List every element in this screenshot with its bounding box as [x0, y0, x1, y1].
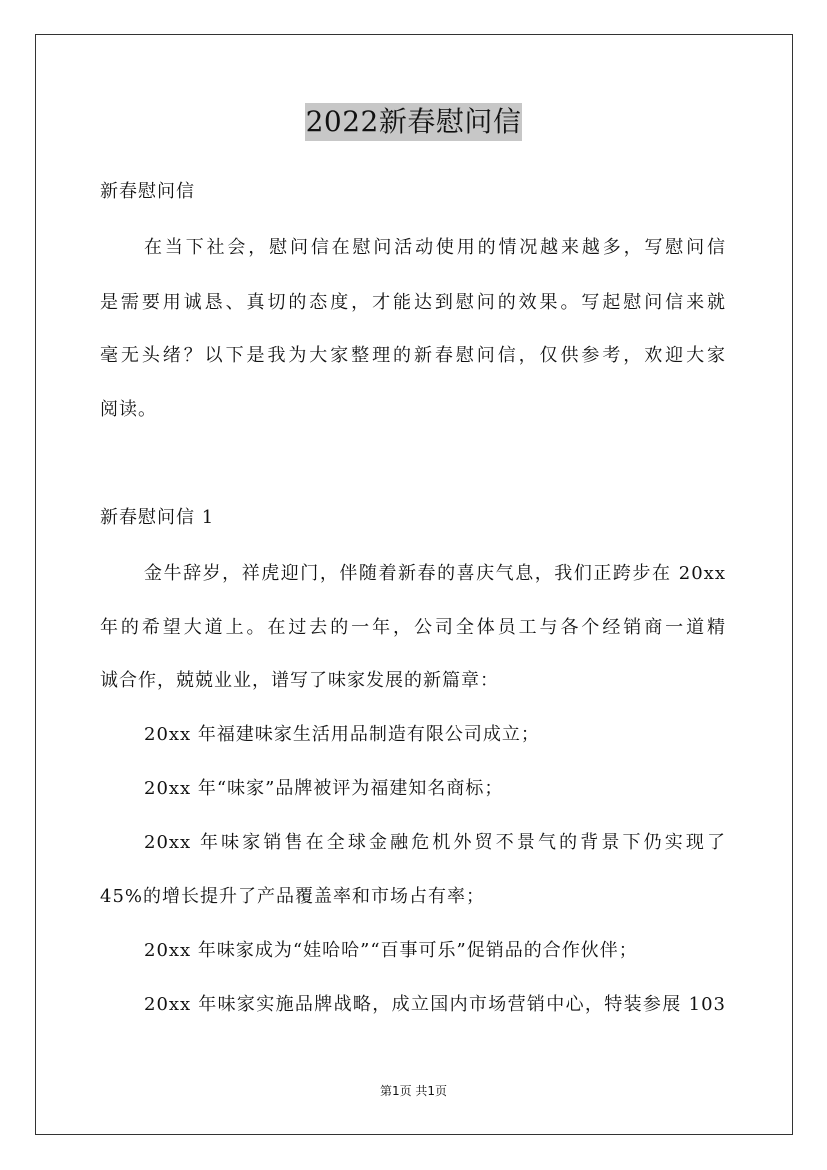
- section-heading: 新春慰问信: [100, 181, 195, 202]
- title-container: [0, 103, 827, 141]
- body-line-1: 金牛辞岁，祥虎迎门，伴随着新春的喜庆气息，我们正跨步在 20xx: [144, 563, 726, 584]
- intro-line-4: 阅读。: [100, 399, 157, 420]
- milestone-line-1: 20xx 年福建味家生活用品制造有限公司成立；: [144, 724, 540, 745]
- intro-line-2: 是需要用诚恳、真切的态度，才能达到慰问的效果。写起慰问信来就: [100, 292, 726, 313]
- intro-line-3: 毫无头绪？以下是我为大家整理的新春慰问信，仅供参考，欢迎大家: [100, 345, 726, 366]
- intro-line-1: 在当下社会，慰问信在慰问活动使用的情况越来越多，写慰问信: [144, 237, 726, 258]
- milestone-line-2: 20xx 年“味家”品牌被评为福建知名商标；: [144, 778, 504, 799]
- milestone-line-5: 20xx 年味家实施品牌战略，成立国内市场营销中心，特装参展 103: [144, 994, 726, 1015]
- document-title: 2022新春慰问信: [305, 103, 523, 141]
- page-footer: 第1页 共1页: [379, 1084, 448, 1098]
- milestone-line-3-cont: 45%的增长提升了产品覆盖率和市场占有率；: [100, 886, 486, 907]
- body-line-3: 诚合作，兢兢业业，谱写了味家发展的新篇章：: [100, 670, 499, 691]
- body-line-2: 年的希望大道上。在过去的一年，公司全体员工与各个经销商一道精: [100, 617, 726, 638]
- letter-heading: 新春慰问信 1: [100, 507, 215, 528]
- milestone-line-3: 20xx 年味家销售在全球金融危机外贸不景气的背景下仍实现了: [144, 832, 726, 853]
- milestone-line-4: 20xx 年味家成为“娃哈哈”“百事可乐”促销品的合作伙伴；: [144, 940, 638, 961]
